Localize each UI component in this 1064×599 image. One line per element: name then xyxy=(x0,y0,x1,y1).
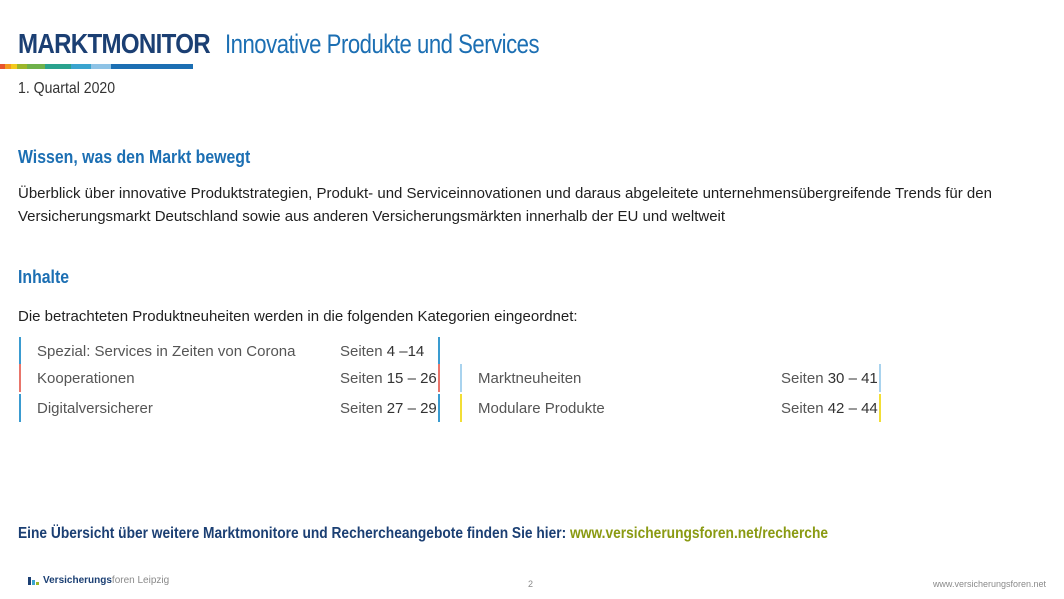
category-right-bar xyxy=(438,337,440,365)
color-stripe-segment xyxy=(17,64,27,69)
category-name: Modulare Produkte xyxy=(478,399,605,417)
brand-title: MARKTMONITOR xyxy=(18,28,210,59)
footer-website: www.versicherungsforen.net xyxy=(932,579,1046,589)
pages-label: Seiten xyxy=(781,399,824,417)
category-left-bar xyxy=(19,364,21,392)
category-right-bar xyxy=(879,364,881,392)
recherche-link[interactable]: www.versicherungsforen.net/recherche xyxy=(570,525,829,542)
slide-subtitle: Innovative Produkte und Services xyxy=(225,29,540,59)
more-info-text: Eine Übersicht über weitere Marktmonitore und Rechercheangebote finden Sie hier: xyxy=(18,525,571,542)
page-number: 2 xyxy=(528,579,534,589)
color-stripe xyxy=(0,64,193,69)
pages-range: 4 –14 xyxy=(386,342,425,360)
category-left-bar xyxy=(19,394,21,422)
pages-label: Seiten xyxy=(781,369,824,387)
pages-range: 27 – 29 xyxy=(386,399,437,417)
section-intro-inhalte: Die betrachteten Produktneuheiten werden in die folgenden Kategorien eingeordnet: xyxy=(18,308,578,325)
category-name: Kooperationen xyxy=(37,369,135,387)
category-pages xyxy=(340,400,437,417)
category-pages xyxy=(340,343,424,360)
category-pages xyxy=(340,370,437,387)
section-heading-wissen: Wissen, was den Markt bewegt xyxy=(18,147,251,167)
more-info-line xyxy=(18,525,828,543)
logo-mark-icon xyxy=(28,577,39,585)
category-left-bar xyxy=(460,364,462,392)
category-right-bar xyxy=(879,394,881,422)
category-right-bar xyxy=(438,394,440,422)
quarter-label: 1. Quartal 2020 xyxy=(18,80,116,97)
pages-label: Seiten xyxy=(340,369,383,387)
title-row xyxy=(18,28,608,60)
category-name: Marktneuheiten xyxy=(478,369,582,387)
category-right-bar xyxy=(438,364,440,392)
category-left-bar xyxy=(460,394,462,422)
logo-text-strong: Versicherungs xyxy=(43,575,112,586)
color-stripe-segment xyxy=(111,64,193,69)
category-left-bar xyxy=(19,337,21,365)
color-stripe-segment xyxy=(27,64,45,69)
category-pages xyxy=(781,370,878,387)
category-pages xyxy=(781,400,878,417)
color-stripe-segment xyxy=(71,64,91,69)
pages-range: 15 – 26 xyxy=(386,369,437,387)
pages-label: Seiten xyxy=(340,399,383,417)
section-text-wissen: Überblick über innovative Produktstrategien, Produkt- und Serviceinnovationen und daraus abgeleitete unternehmensübergreifende Trends für den Versicherungsmarkt Deutschland sowie aus anderen Versicherungsmärkten innerhalb der EU und weltweit xyxy=(18,185,992,225)
color-stripe-segment xyxy=(45,64,71,69)
pages-range: 30 – 41 xyxy=(827,369,878,387)
section-heading-inhalte: Inhalte xyxy=(18,267,70,287)
logo-text-light: foren Leipzig xyxy=(111,575,170,586)
footer-logo xyxy=(28,575,169,586)
category-name: Digitalversicherer xyxy=(37,399,153,417)
pages-label: Seiten xyxy=(340,342,383,360)
category-name: Spezial: Services in Zeiten von Corona xyxy=(37,342,296,360)
color-stripe-segment xyxy=(91,64,111,69)
pages-range: 42 – 44 xyxy=(827,399,878,417)
